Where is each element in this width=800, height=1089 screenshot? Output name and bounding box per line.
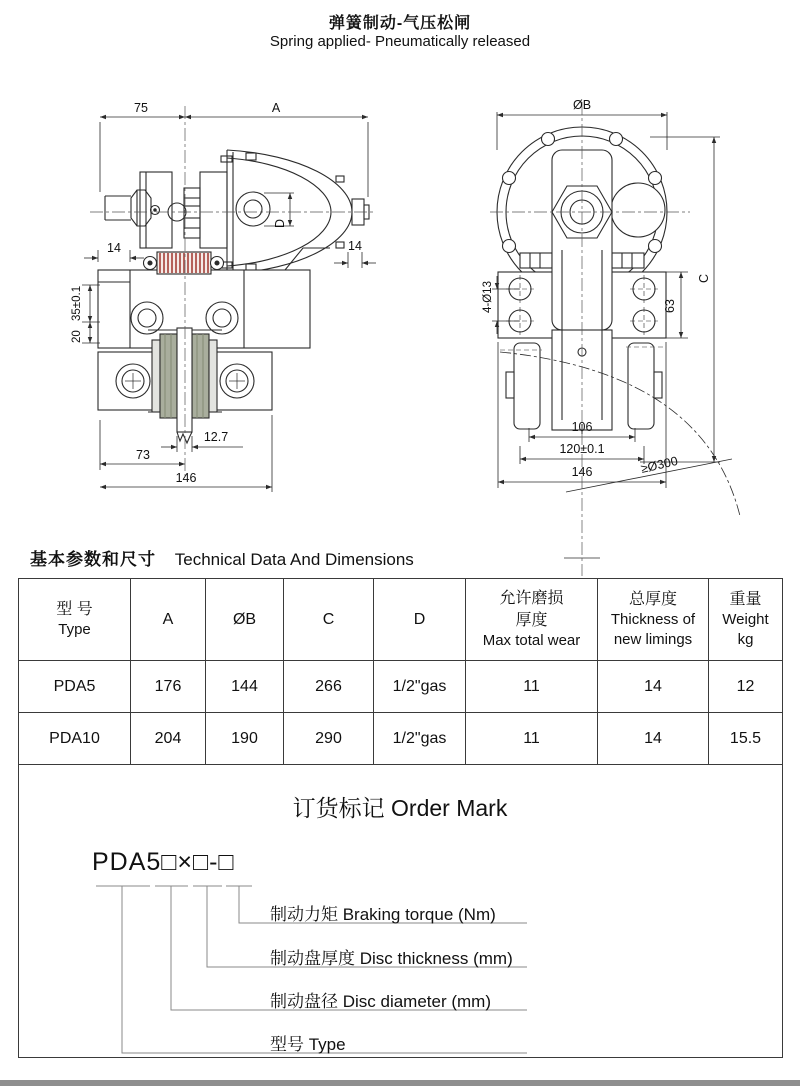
drawing-front-view	[482, 98, 740, 576]
page-title-zh: 弹簧制动-气压松闸	[328, 15, 472, 32]
order-mark-code: PDA5□×□-□	[92, 848, 235, 876]
dim-label-120: 120±0.1	[559, 442, 605, 456]
table-row-pda10	[19, 713, 783, 765]
col-header-weight	[709, 579, 783, 661]
cell-max-wear: 11	[466, 661, 598, 713]
dim-label-63: 63	[663, 299, 677, 313]
dim-label-146-left: 146	[175, 471, 197, 485]
cell-a: 204	[131, 713, 206, 765]
technical-data-table	[18, 578, 783, 765]
dim-label-20: 20	[71, 330, 83, 343]
col-header-c	[284, 579, 374, 661]
col-header-thickness-en1: Thickness of	[610, 611, 696, 629]
dim-label-146-right: 146	[571, 465, 593, 479]
col-header-weight-en: Weight	[722, 611, 769, 629]
page-title-en: Spring applied- Pneumatically released	[269, 33, 531, 50]
col-header-ob-label: ØB	[232, 610, 257, 628]
order-mark-label-braking-torque: 制动力矩 Braking torque (Nm)	[270, 905, 496, 924]
order-mark-label-disc-diameter: 制动盘径 Disc diameter (mm)	[270, 992, 492, 1011]
col-header-thickness	[598, 579, 709, 661]
cell-ob: 190	[206, 713, 284, 765]
col-header-max-wear	[466, 579, 598, 661]
col-header-d	[374, 579, 466, 661]
order-mark-label-type: 型号 Type	[270, 1035, 346, 1054]
dim-label-75: 75	[134, 101, 148, 115]
cell-d: 1/2"gas	[374, 713, 466, 765]
col-header-ob	[206, 579, 284, 661]
cell-c: 266	[284, 661, 374, 713]
col-header-weight-zh: 重量	[729, 591, 762, 609]
dim-label-35: 35±0.1	[71, 285, 83, 321]
col-header-a-label: A	[162, 610, 174, 628]
footer-bar	[0, 1080, 800, 1086]
col-header-weight-unit: kg	[737, 631, 754, 649]
cell-thickness: 14	[598, 661, 709, 713]
cell-thickness: 14	[598, 713, 709, 765]
section-heading-zh: 基本参数和尺寸	[30, 550, 156, 569]
drawing-side-view	[71, 101, 376, 492]
table-row-pda5	[19, 661, 783, 713]
technical-drawings	[0, 85, 800, 580]
order-mark-heading: 订货标记 Order Mark	[292, 795, 508, 821]
col-header-max-wear-zh2: 厚度	[515, 611, 548, 629]
dim-label-OB: ØB	[572, 98, 592, 112]
col-header-c-label: C	[322, 610, 335, 628]
col-header-a	[131, 579, 206, 661]
col-header-thickness-en2: new limings	[613, 631, 693, 649]
dim-label-73: 73	[136, 448, 150, 462]
cell-d: 1/2"gas	[374, 661, 466, 713]
dim-label-12-7: 12.7	[203, 430, 229, 444]
dim-label-A: A	[271, 101, 281, 115]
order-mark-label-disc-thickness: 制动盘厚度 Disc thickness (mm)	[270, 949, 513, 968]
dim-label-disc-min: ≥Ø300	[639, 453, 680, 476]
col-header-max-wear-zh1: 允许磨损	[499, 590, 564, 608]
col-header-d-label: D	[413, 610, 426, 628]
dim-label-14-right: 14	[348, 239, 362, 253]
cell-type: PDA10	[19, 713, 131, 765]
cell-type: PDA5	[19, 661, 131, 713]
table-header-row	[19, 579, 783, 661]
col-header-thickness-zh: 总厚度	[628, 591, 677, 609]
cell-weight: 12	[709, 661, 783, 713]
dim-label-D: D	[273, 218, 287, 228]
col-header-type-en: Type	[58, 621, 91, 639]
dim-label-4-O13: 4-Ø13	[482, 281, 494, 313]
cell-c: 290	[284, 713, 374, 765]
section-heading	[30, 545, 414, 570]
cell-weight: 15.5	[709, 713, 783, 765]
dim-label-106: 106	[571, 420, 593, 434]
section-heading-en: Technical Data And Dimensions	[174, 550, 414, 569]
col-header-max-wear-en: Max total wear	[482, 631, 581, 649]
cell-max-wear: 11	[466, 713, 598, 765]
dim-label-14-left: 14	[107, 241, 121, 255]
col-header-type-zh: 型 号	[56, 601, 93, 619]
cell-ob: 144	[206, 661, 284, 713]
cell-a: 176	[131, 661, 206, 713]
dim-label-C: C	[697, 273, 711, 283]
col-header-type	[19, 579, 131, 661]
